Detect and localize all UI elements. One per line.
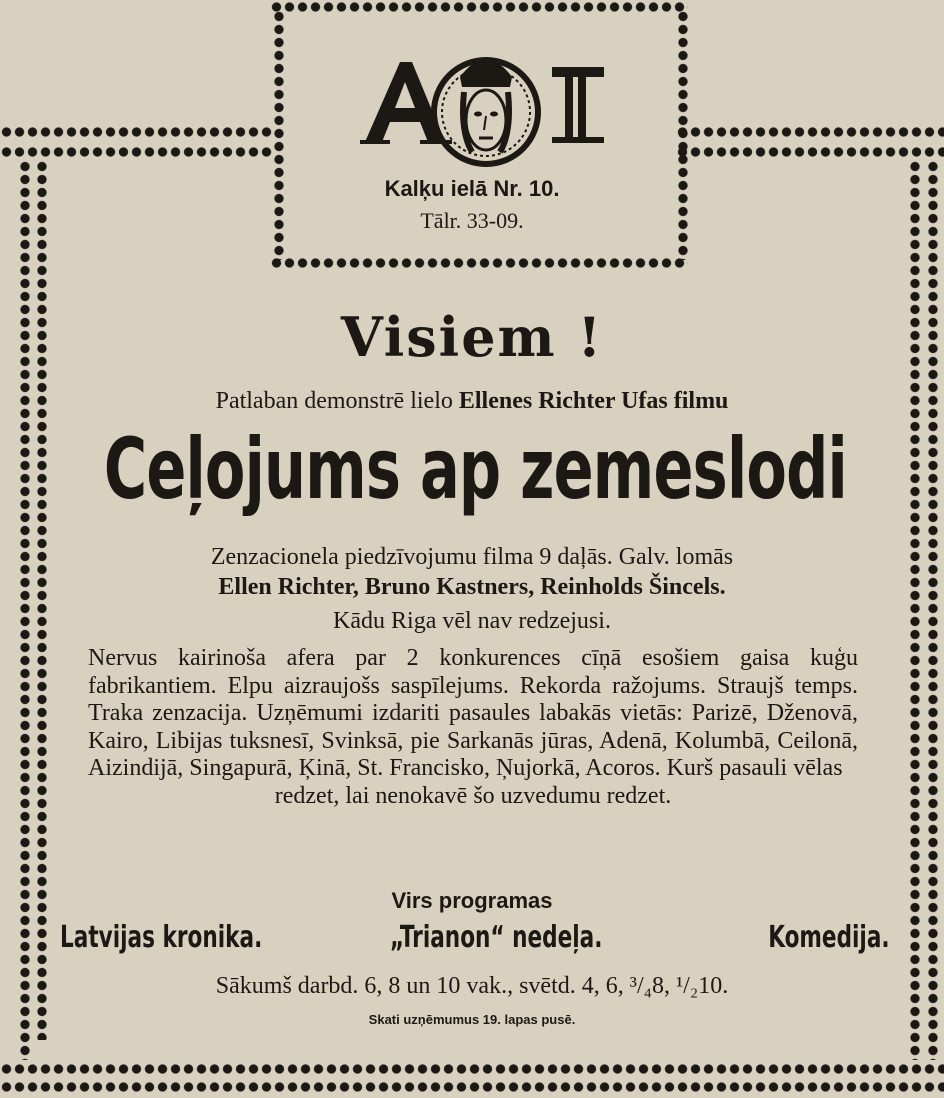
border-top-right-2 — [676, 145, 944, 159]
headline: Visiem ! — [340, 305, 604, 369]
program-items — [60, 920, 890, 964]
tagline: Kādu Riga vēl nav redzejusi. — [333, 608, 611, 634]
intro-prefix: Patlaban demonstrē lielo — [215, 388, 459, 414]
logo-face-medallion — [434, 60, 538, 165]
program-item-chronicle: Latvijas kronika. — [60, 920, 263, 955]
logo-letter-i — [552, 67, 604, 143]
logo-box-bottom — [270, 256, 688, 270]
description-body: Nervus kairinoša afera par 2 konkurences cīņā esošiem gaisa kuģu fabrikantiem. Elpu aizraujošs saspīlejums. Rekorda ražojums. Straujš temps. Traka zenzacija. Uzņēmumi izdariti pasaules labakās vietās: Parizē, Dženovā, Kairo, Libijas tuksnesī, Svinksā, pie Sarkanās jūras, Adenā, Kolumbā, Ceilonā, Aizindijā, Singapurā, Ķinā, St. Francisko, Ņujorkā, Acoros. Kurš pasauli vēlas — [88, 645, 858, 781]
film-title: Ceļojums ap zemeslodi — [103, 420, 847, 518]
border-bottom — [0, 1062, 944, 1076]
border-bottom-2 — [0, 1080, 944, 1094]
logo-box-top — [270, 0, 688, 14]
schedule-line: Sākumš darbd. 6, 8 un 10 vak., svētd. 4, 6, ³/₄8, ¹/₂10. — [215, 973, 729, 999]
description-last-line: redzet, lai nenokavē šo uzvedumu redzet. — [274, 782, 672, 809]
border-top-left — [0, 125, 272, 139]
cinema-phone: Tālr. 33-09. — [420, 208, 524, 233]
program-heading: Virs programas — [391, 888, 553, 913]
intro-bold: Ellenes Richter Ufas filmu — [458, 388, 729, 414]
cinema-address: Kalķu ielā Nr. 10. — [384, 176, 560, 201]
description-paragraph — [88, 645, 858, 810]
footer-note: Skati uzņēmumus 19. lapas pusē. — [368, 1012, 576, 1027]
program-item-trianon: „Trianon“ nedeļa. — [390, 920, 603, 955]
program-item-comedy: Komedija. — [768, 920, 890, 955]
cast-line: Ellen Richter, Bruno Kastners, Reinholds Šincels. — [218, 574, 726, 600]
intro-line — [0, 388, 944, 415]
border-top-left-2 — [0, 145, 272, 159]
cinema-logo — [360, 42, 610, 172]
border-top-right — [676, 125, 944, 139]
details-line1: Zenzacionela piedzīvojumu filma 9 daļās. Galv. lomās — [210, 544, 734, 570]
